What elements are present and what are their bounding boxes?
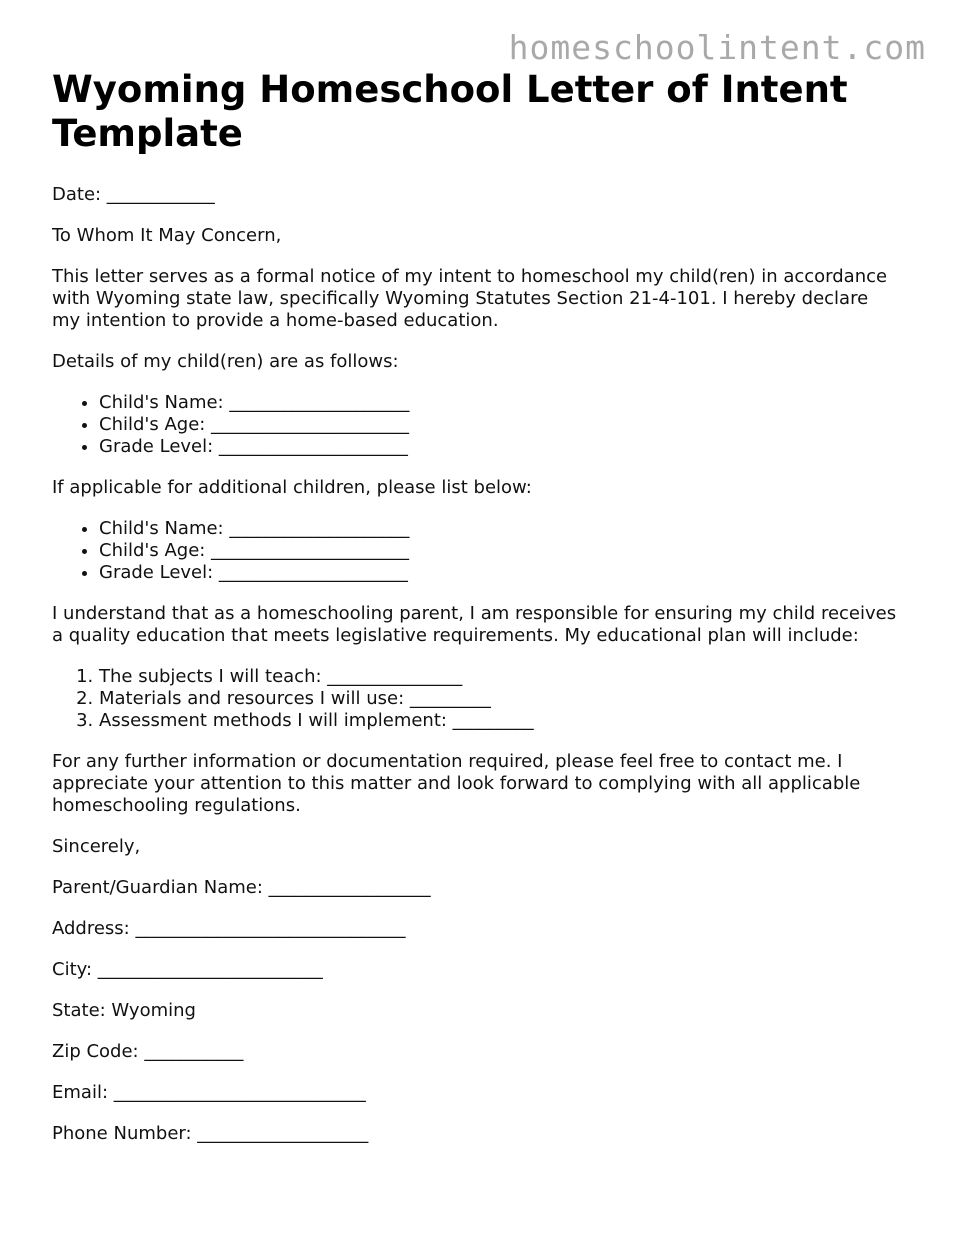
additional-child-name-field: • Child's Name: ____________________ bbox=[99, 518, 902, 540]
address-field: Address: ______________________________ bbox=[52, 918, 406, 939]
child-name-field: • Child's Name: ____________________ bbox=[99, 392, 902, 414]
watermark-text: homeschoolintent.com bbox=[508, 28, 926, 67]
additional-children-field-list bbox=[52, 518, 902, 584]
grade-level-field: • Grade Level: _____________________ bbox=[99, 436, 902, 458]
educational-plan-list bbox=[52, 666, 902, 732]
page-title: Wyoming Homeschool Letter of Intent Template bbox=[52, 68, 848, 155]
date-line: Date: ____________ bbox=[52, 184, 215, 205]
zip-code-field: Zip Code: ___________ bbox=[52, 1041, 244, 1062]
child-age-field: • Child's Age: ______________________ bbox=[99, 414, 902, 436]
signature-block bbox=[52, 877, 902, 1145]
parent-name-field: Parent/Guardian Name: __________________ bbox=[52, 877, 431, 898]
plan-item-subjects: 1. The subjects I will teach: _______________ bbox=[99, 666, 902, 688]
salutation: To Whom It May Concern, bbox=[52, 225, 282, 246]
closing-paragraph: For any further information or documentation required, please feel free to contact me. I appreciate your attention to this matter and look forward to complying with all applicable homeschooling regulations. bbox=[52, 751, 861, 816]
phone-number-field: Phone Number: ___________________ bbox=[52, 1123, 369, 1144]
sign-off: Sincerely, bbox=[52, 836, 141, 857]
intro-paragraph: This letter serves as a formal notice of my intent to homeschool my child(ren) in accordance with Wyoming state law, specifically Wyoming Statutes Section 21-4-101. I hereby declare my intention to provide a home-based education. bbox=[52, 266, 888, 331]
plan-item-assessment: 3. Assessment methods I will implement: _________ bbox=[99, 710, 902, 732]
additional-grade-level-field: • Grade Level: _____________________ bbox=[99, 562, 902, 584]
plan-intro-paragraph: I understand that as a homeschooling parent, I am responsible for ensuring my child receives a quality education that meets legislative requirements. My educational plan will include: bbox=[52, 603, 897, 646]
additional-children-intro: If applicable for additional children, please list below: bbox=[52, 477, 532, 498]
city-field: City: _________________________ bbox=[52, 959, 323, 980]
plan-item-materials: 2. Materials and resources I will use: _________ bbox=[99, 688, 902, 710]
state-field: State: Wyoming bbox=[52, 1000, 196, 1021]
additional-child-age-field: • Child's Age: ______________________ bbox=[99, 540, 902, 562]
children-intro: Details of my child(ren) are as follows: bbox=[52, 351, 399, 372]
children-field-list bbox=[52, 392, 902, 458]
letter-document bbox=[52, 68, 902, 1164]
email-field: Email: ____________________________ bbox=[52, 1082, 366, 1103]
